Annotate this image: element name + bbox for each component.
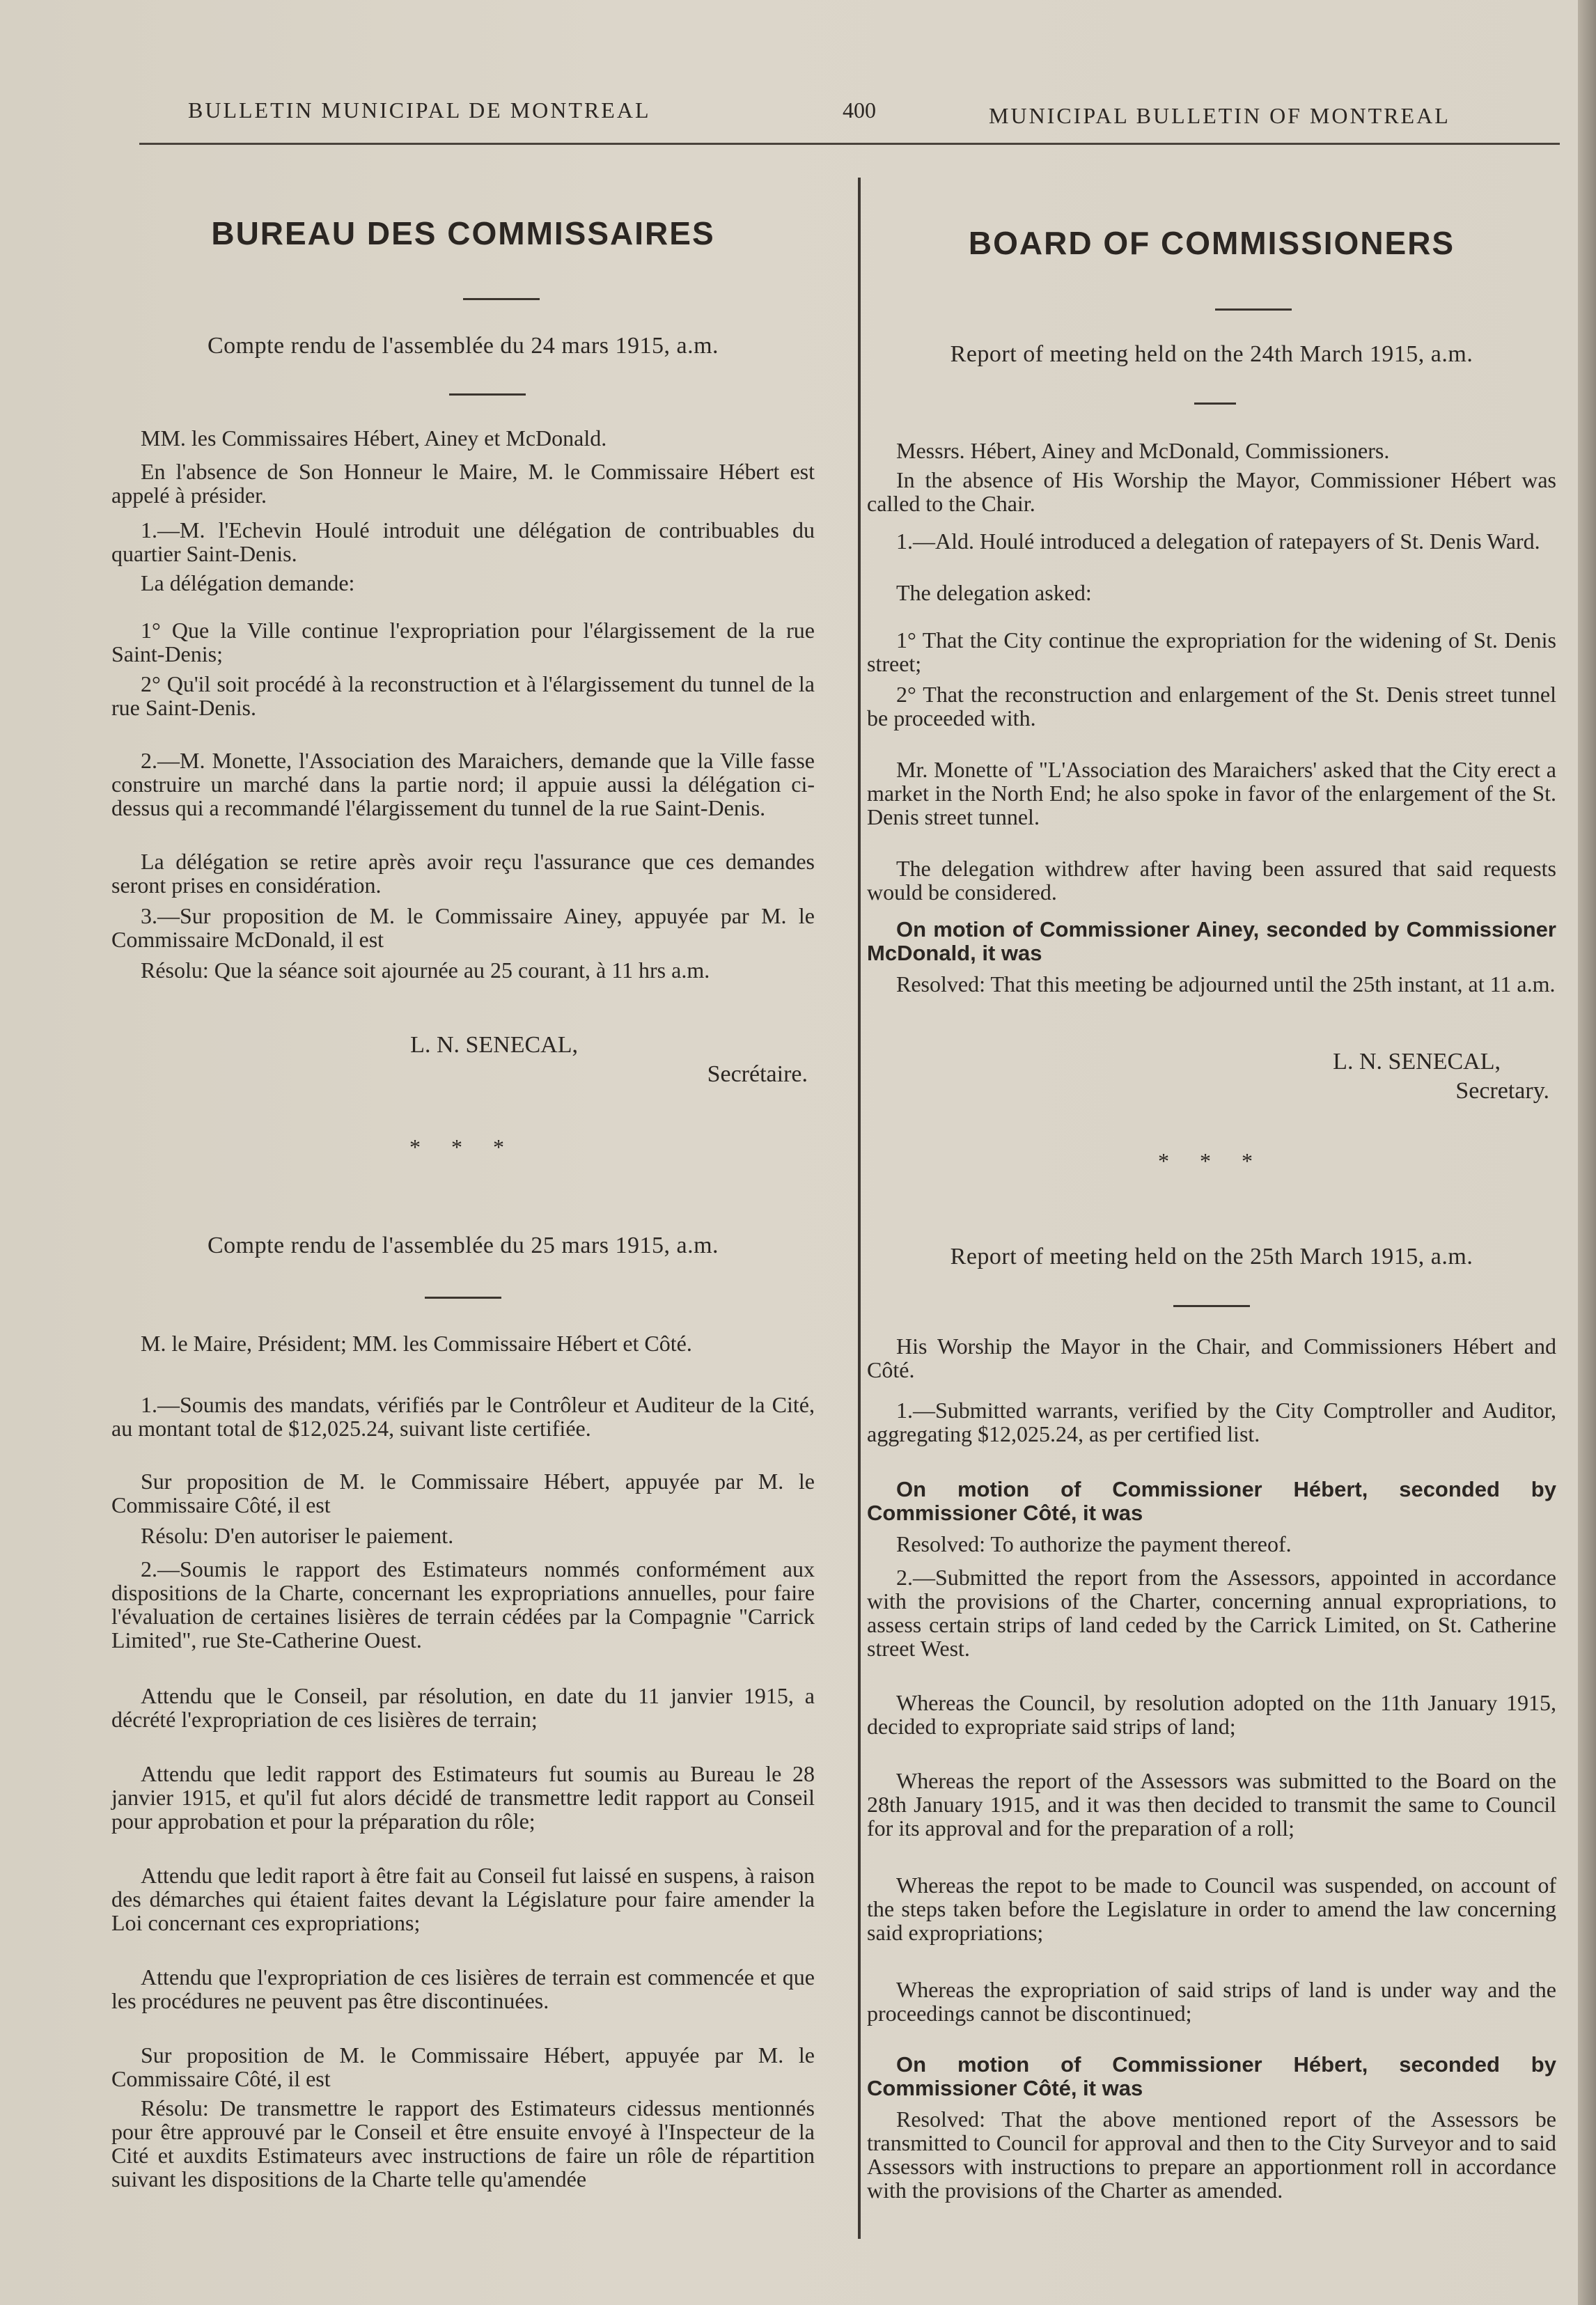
heading-rule — [1173, 1305, 1250, 1307]
section-title: BOARD OF COMMISSIONERS — [968, 225, 1455, 261]
signature-title: Secrétaire. — [707, 1061, 808, 1087]
paragraph: 1.—Ald. Houlé introduced a delegation of ratepayers of St. Denis Ward. — [896, 529, 1540, 554]
paragraph: His Worship the Mayor in the Chair, and Commissioners Hébert and Côté. — [867, 1334, 1556, 1382]
heading-rule — [425, 1297, 501, 1299]
paragraph: Whereas the expropriation of said strips of land is under way and the proceedings cannot be discontinued; — [867, 1977, 1556, 2026]
paragraph: M. le Maire, Président; MM. les Commissaire Hébert et Côté. — [141, 1331, 692, 1356]
paragraph: Resolved: That this meeting be adjourned until the 25th instant, at 11 a.m. — [896, 971, 1556, 997]
section-title: BUREAU DES COMMISSAIRES — [211, 215, 715, 251]
page-edge — [1578, 0, 1596, 2305]
header-french-title: BULLETIN MUNICIPAL DE MONTREAL — [188, 97, 651, 123]
paragraph: 2.—M. Monette, l'Association des Maraichers, demande que la Ville fasse construire un marché dans la partie nord; il appuie aussi la délégation ci-dessus qui a recommandé l'élargissement du tunnel de la rue Saint-Denis. — [111, 748, 815, 820]
meeting-heading: Compte rendu de l'assemblée du 24 mars 1915, a.m. — [207, 333, 719, 359]
motion-paragraph: On motion of Commissioner Ainey, seconded by Commissioner McDonald, it was — [867, 917, 1556, 965]
signature-title: Secretary. — [1455, 1078, 1549, 1104]
paragraph: 2.—Submitted the report from the Assessors, appointed in accordance with the provisions of the Charter, concerning annual expropriations, to assess certain strips of land ceded by the Carrick Limited, on St. Catherine street West. — [867, 1565, 1556, 1661]
paragraph: Résolu: De transmettre le rapport des Estimateurs cidessus mentionnés pour être approuvé par le Conseil et être ensuite envoyé à l'Inspecteur de la Cité et auxdits Estimateurs avec instructions de faire un rôle de répartition suivant les dispositions de la Charte telle qu'amendée — [111, 2095, 815, 2191]
paragraph: 2° That the reconstruction and enlargement of the St. Denis street tunnel be proceeded with. — [867, 682, 1556, 730]
paragraph: 1° Que la Ville continue l'expropriation pour l'élargissement de la rue Saint-Denis; — [111, 618, 815, 666]
paragraph: Whereas the repot to be made to Council was suspended, on account of the steps taken before the Legislature in order to amend the law concerning said expropriations; — [867, 1873, 1556, 1945]
paragraph: MM. les Commissaires Hébert, Ainey et McDonald. — [141, 425, 607, 451]
paragraph: Messrs. Hébert, Ainey and McDonald, Commissioners. — [896, 438, 1390, 463]
paragraph: 1° That the City continue the expropriation for the widening of St. Denis street; — [867, 627, 1556, 676]
running-header — [174, 91, 1560, 160]
paragraph: Résolu: Que la séance soit ajournée au 25 courant, à 11 hrs a.m. — [141, 958, 710, 983]
meeting-heading: Compte rendu de l'assemblée du 25 mars 1915, a.m. — [207, 1233, 719, 1258]
paragraph: Resolved: To authorize the payment thereof. — [896, 1531, 1292, 1556]
paragraph: 3.—Sur proposition de M. le Commissaire Ainey, appuyée par M. le Commissaire McDonald, il est — [111, 903, 815, 952]
title-rule — [1215, 308, 1292, 311]
paragraph: En l'absence de Son Honneur le Maire, M. le Commissaire Hébert est appelé à présider. — [111, 459, 815, 508]
paragraph: Mr. Monette of "L'Association des Maraichers' asked that the City erect a market in the North End; he also spoke in favor of the enlargement of the St. Denis street tunnel. — [867, 757, 1556, 829]
heading-rule — [1194, 403, 1236, 405]
motion-paragraph: On motion of Commissioner Hébert, seconded by Commissioner Côté, it was — [867, 1477, 1556, 1525]
paragraph: 1.—M. l'Echevin Houlé introduit une délégation de contribuables du quartier Saint-Denis. — [111, 517, 815, 566]
paragraph: Whereas the report of the Assessors was submitted to the Board on the 28th January 1915, and it was then decided to transmit the same to Council for its approval and for the preparation of a roll; — [867, 1768, 1556, 1841]
paragraph: The delegation asked: — [896, 580, 1092, 605]
title-rule — [463, 298, 540, 300]
paragraph: Attendu que ledit raport à être fait au Conseil fut laissé en suspens, à raison des démarches qui étaient faites devant la Législature pour faire amender la Loi concernant ces expropriations; — [111, 1863, 815, 1935]
column-divider — [858, 178, 861, 2239]
paragraph: Sur proposition de M. le Commissaire Hébert, appuyée par M. le Commissaire Côté, il est — [111, 1469, 815, 1517]
paragraph: La délégation demande: — [141, 570, 355, 595]
paragraph: 1.—Soumis des mandats, vérifiés par le Contrôleur et Auditeur de la Cité, au montant total de $12,025.24, suivant liste certifiée. — [111, 1392, 815, 1441]
paragraph: Resolved: That the above mentioned report of the Assessors be transmitted to Council for approval and then to the City Surveyor and to said Assessors with instructions to prepare an apportionment roll in accordance with the provisions of the Charter as amended. — [867, 2107, 1556, 2203]
page-number: 400 — [843, 97, 876, 123]
header-rule — [139, 143, 1560, 145]
signature-name: L. N. SENECAL, — [410, 1032, 578, 1058]
paragraph: 2° Qu'il soit procédé à la reconstruction et à l'élargissement du tunnel de la rue Saint-Denis. — [111, 671, 815, 720]
signature-name: L. N. SENECAL, — [1333, 1049, 1501, 1075]
meeting-heading: Report of meeting held on the 24th March 1915, a.m. — [950, 341, 1473, 367]
paragraph: Attendu que le Conseil, par résolution, en date du 11 janvier 1915, a décrété l'expropriation de ces lisières de terrain; — [111, 1683, 815, 1732]
paragraph: The delegation withdrew after having been assured that said requests would be considered. — [867, 856, 1556, 905]
paragraph: 1.—Submitted warrants, verified by the City Comptroller and Auditor, aggregating $12,025.24, as per certified list. — [867, 1398, 1556, 1446]
paragraph: In the absence of His Worship the Mayor, Commissioner Hébert was called to the Chair. — [867, 467, 1556, 516]
header-english-title: MUNICIPAL BULLETIN OF MONTREAL — [989, 103, 1450, 128]
paragraph: Attendu que ledit rapport des Estimateurs fut soumis au Bureau le 28 janvier 1915, et qu'il fut alors décidé de transmettre ledit rapport au Conseil pour approbation et pour la préparation du rôle; — [111, 1761, 815, 1834]
meeting-heading: Report of meeting held on the 25th March 1915, a.m. — [950, 1244, 1473, 1269]
section-separator: * * * — [1158, 1148, 1265, 1173]
heading-rule — [449, 393, 526, 396]
motion-paragraph: On motion of Commissioner Hébert, seconded by Commissioner Côté, it was — [867, 2052, 1556, 2100]
section-separator: * * * — [409, 1134, 517, 1159]
paragraph: 2.—Soumis le rapport des Estimateurs nommés conformément aux dispositions de la Charte, concernant les expropriations annuelles, pour faire l'évaluation de certaines lisières de terrain cédées par la Compagnie "Carrick Limited", rue Ste-Catherine Ouest. — [111, 1556, 815, 1652]
paragraph: Attendu que l'expropriation de ces lisières de terrain est commencée et que les procédures ne peuvent pas être discontinuées. — [111, 1964, 815, 2013]
paragraph: Sur proposition de M. le Commissaire Hébert, appuyée par M. le Commissaire Côté, il est — [111, 2042, 815, 2091]
paragraph: Résolu: D'en autoriser le paiement. — [141, 1523, 454, 1548]
paragraph: Whereas the Council, by resolution adopted on the 11th January 1915, decided to expropriate said strips of land; — [867, 1690, 1556, 1739]
paragraph: La délégation se retire après avoir reçu l'assurance que ces demandes seront prises en considération. — [111, 849, 815, 898]
